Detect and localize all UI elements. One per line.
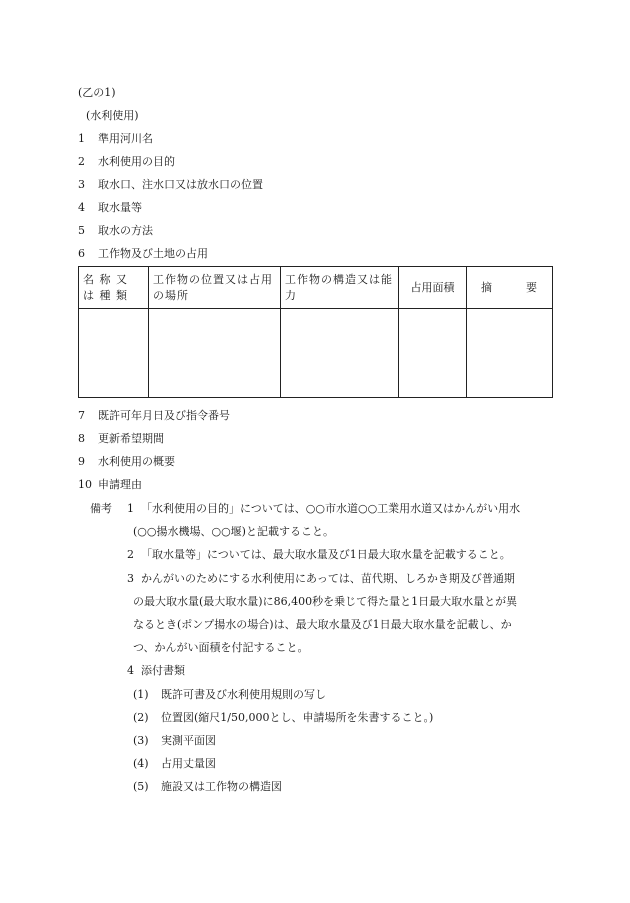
- attachment-label: 実測平面図: [161, 734, 216, 747]
- attachment-3: [133, 732, 216, 748]
- note-3-cont: なるとき(ポンプ揚水の場合)は、最大取水量及び1日最大取水量を記載し、か: [133, 618, 512, 631]
- note-number: 3: [127, 572, 134, 585]
- item-4: [78, 199, 142, 215]
- table-cell[interactable]: [281, 309, 399, 398]
- item-3: [78, 176, 263, 192]
- note-3-cont: の最大取水量(最大取水量)に86,400秒を乗じて得た量と1日最大取水量とが異: [133, 595, 518, 608]
- attachment-4: [133, 755, 216, 771]
- notes-heading: 備考: [90, 502, 112, 515]
- item-label: 準用河川名: [98, 132, 153, 145]
- table-cell[interactable]: [149, 309, 281, 398]
- occupancy-table: [78, 266, 553, 398]
- attachment-number: (1): [133, 688, 149, 701]
- item-8: [78, 430, 164, 446]
- item-1: [78, 130, 153, 146]
- attachment-number: (3): [133, 734, 149, 747]
- item-label: 水利使用の目的: [98, 155, 175, 168]
- item-label: 工作物及び土地の占用: [98, 247, 208, 260]
- header-area: 占用面積: [399, 267, 467, 309]
- item-10: [78, 476, 142, 492]
- item-number: 10: [78, 478, 92, 491]
- attachment-2: [133, 709, 433, 725]
- item-number: 7: [78, 409, 85, 422]
- table-cell[interactable]: [399, 309, 467, 398]
- item-number: 9: [78, 455, 85, 468]
- note-4: [127, 662, 185, 678]
- item-label: 水利使用の概要: [98, 455, 175, 468]
- form-title: (水利使用): [86, 109, 139, 122]
- note-1: [127, 500, 520, 516]
- table-cell[interactable]: [467, 309, 553, 398]
- table-row: [79, 309, 553, 398]
- attachment-number: (5): [133, 780, 149, 793]
- item-number: 5: [78, 224, 85, 237]
- note-number: 2: [127, 548, 134, 561]
- attachment-label: 施設又は工作物の構造図: [161, 780, 282, 793]
- item-number: 8: [78, 432, 85, 445]
- item-7: [78, 407, 230, 423]
- form-id: (乙の1): [78, 86, 116, 99]
- note-number: 1: [127, 502, 134, 515]
- item-number: 4: [78, 201, 85, 214]
- item-label: 更新希望期間: [98, 432, 164, 445]
- attachment-5: [133, 778, 282, 794]
- note-text: 「水利使用の目的」については、○○市水道○○工業用水道又はかんがい用水: [141, 502, 521, 515]
- item-label: 既許可年月日及び指令番号: [98, 409, 230, 422]
- note-2: [127, 546, 511, 562]
- table-header-row: [79, 267, 553, 309]
- item-label: 取水の方法: [98, 224, 153, 237]
- item-6: [78, 245, 208, 261]
- item-5: [78, 222, 153, 238]
- item-number: 6: [78, 247, 85, 260]
- header-location: 工作物の位置又は占用の場所: [149, 267, 281, 309]
- note-3-cont: つ、かんがい面積を付記すること。: [133, 641, 309, 654]
- item-number: 2: [78, 155, 85, 168]
- header-remarks: 摘 要: [467, 267, 553, 309]
- item-number: 1: [78, 132, 85, 145]
- table-cell[interactable]: [79, 309, 149, 398]
- item-number: 3: [78, 178, 85, 191]
- header-structure: 工作物の構造又は能力: [281, 267, 399, 309]
- note-text: かんがいのためにする水利使用にあっては、苗代期、しろかき期及び普通期: [141, 572, 515, 585]
- attachment-1: [133, 686, 326, 702]
- item-label: 取水口、注水口又は放水口の位置: [98, 178, 263, 191]
- attachment-label: 位置図(縮尺1/50,000とし、申請場所を朱書すること。): [161, 711, 434, 724]
- item-9: [78, 453, 175, 469]
- header-name-or-type: 名 称 又 は 種 類: [79, 267, 149, 309]
- item-2: [78, 153, 175, 169]
- note-text: 「取水量等」については、最大取水量及び1日最大取水量を記載すること。: [141, 548, 511, 561]
- attachment-label: 既許可書及び水利使用規則の写し: [161, 688, 326, 701]
- attachment-label: 占用丈量図: [161, 757, 216, 770]
- attachment-number: (4): [133, 757, 149, 770]
- item-label: 申請理由: [98, 478, 142, 491]
- attachment-number: (2): [133, 711, 149, 724]
- note-3: [127, 570, 515, 586]
- note-number: 4: [127, 664, 134, 677]
- note-1-cont: (○○揚水機場、○○堰)と記載すること。: [133, 525, 334, 538]
- note-text: 添付書類: [141, 664, 185, 677]
- item-label: 取水量等: [98, 201, 142, 214]
